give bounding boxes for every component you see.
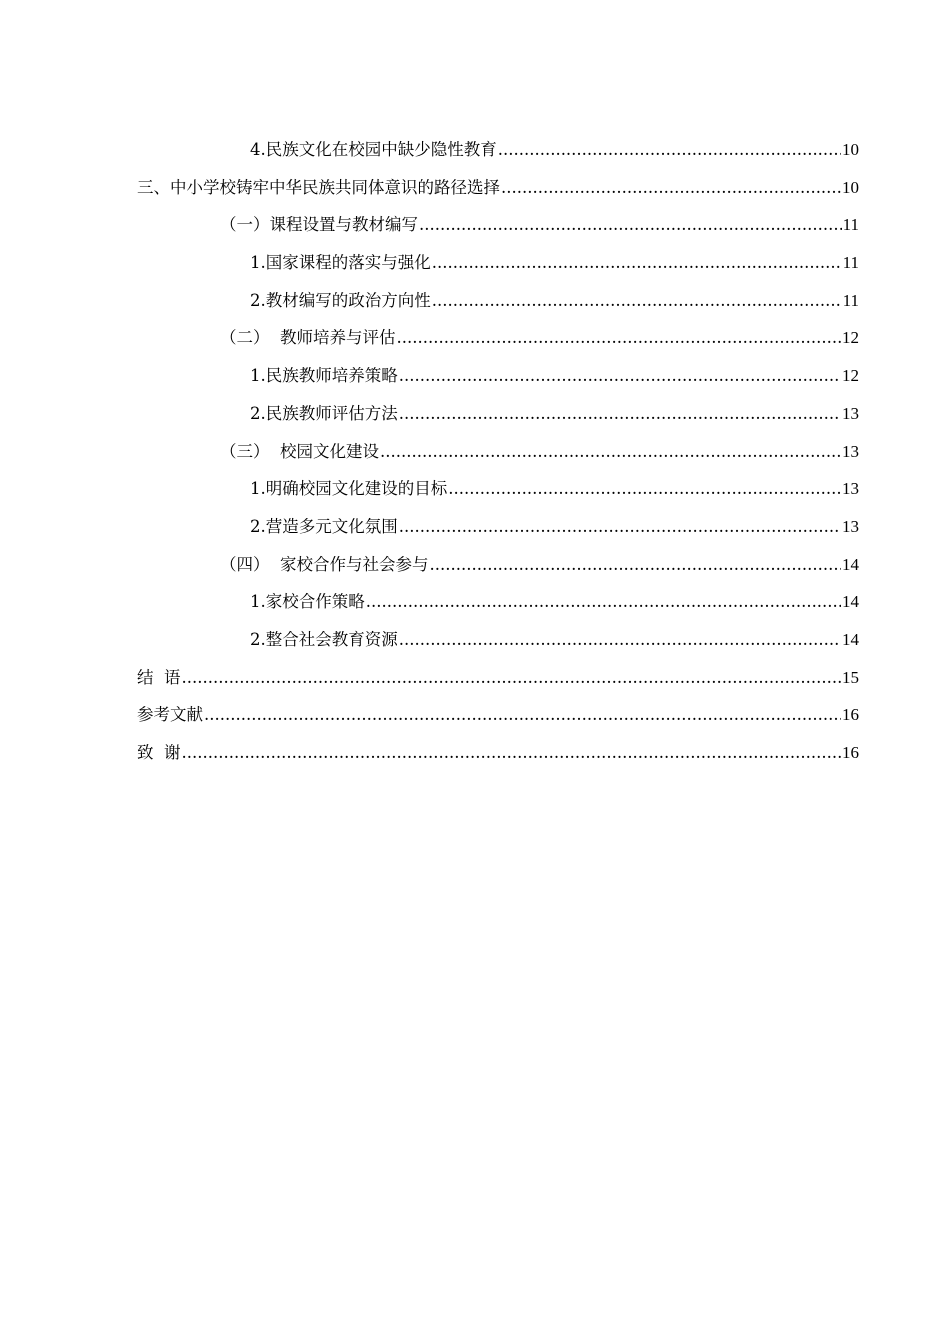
dot-leader <box>430 546 842 584</box>
toc-page-number: 10 <box>842 177 859 197</box>
toc-page-number: 10 <box>842 140 859 159</box>
dot-leader <box>399 508 841 546</box>
toc-entry-title: 2.民族教师评估方法 <box>250 403 398 423</box>
toc-entry-title: 三、中小学校铸牢中华民族共同体意识的路径选择 <box>137 177 500 197</box>
dot-leader <box>397 319 842 357</box>
toc-page-number: 16 <box>842 743 859 762</box>
dot-leader <box>366 583 841 621</box>
toc-entry[interactable] <box>137 319 859 357</box>
dot-leader <box>501 169 841 207</box>
toc-entry[interactable] <box>137 546 859 584</box>
toc-entry-title: 2.整合社会教育资源 <box>250 629 398 649</box>
toc-entry-title: 参考文献 <box>137 705 203 725</box>
toc-entry-title: 1.明确校园文化建设的目标 <box>250 479 448 499</box>
toc-entry-title: 结 语 <box>137 667 181 687</box>
dot-leader <box>432 244 842 282</box>
toc-entry-title: 4.民族文化在校园中缺少隐性教育 <box>250 140 497 159</box>
toc-entry[interactable] <box>137 395 859 433</box>
toc-entry-title: 1.家校合作策略 <box>250 592 365 612</box>
toc-page-number: 13 <box>842 403 859 423</box>
dot-leader <box>182 659 842 697</box>
toc-page-number: 15 <box>842 667 859 687</box>
toc-entry[interactable] <box>137 583 859 621</box>
dot-leader <box>399 395 841 433</box>
toc-entry[interactable] <box>137 282 859 320</box>
dot-leader <box>498 131 841 169</box>
toc-entry[interactable] <box>137 734 859 772</box>
dot-leader <box>204 696 841 734</box>
dot-leader <box>380 433 841 471</box>
toc-entry[interactable] <box>137 131 859 169</box>
toc-entry[interactable] <box>137 357 859 395</box>
dot-leader <box>448 470 841 508</box>
toc-entry-title: 致 谢 <box>137 743 181 762</box>
toc-entry-title: 1.国家课程的落实与强化 <box>250 253 431 273</box>
toc-page-number: 13 <box>842 441 859 461</box>
toc-entry-title: （一）课程设置与教材编写 <box>220 215 418 235</box>
toc-page-number: 12 <box>842 366 859 386</box>
toc-page-number: 11 <box>842 290 859 310</box>
toc-page-number: 13 <box>842 516 859 536</box>
toc-entry-title: 2.营造多元文化氛围 <box>250 516 398 536</box>
table-of-contents <box>137 131 859 772</box>
dot-leader <box>182 734 842 772</box>
dot-leader <box>432 282 842 320</box>
dot-leader <box>419 206 842 244</box>
toc-entry-title: （二） 教师培养与评估 <box>220 328 396 348</box>
toc-page-number: 14 <box>842 592 859 612</box>
toc-entry[interactable] <box>137 206 859 244</box>
dot-leader <box>399 621 841 659</box>
toc-page-number: 14 <box>842 629 859 649</box>
toc-page-number: 14 <box>842 554 859 574</box>
toc-entry[interactable] <box>137 621 859 659</box>
toc-entry[interactable] <box>137 244 859 282</box>
toc-entry-title: （四） 家校合作与社会参与 <box>220 554 429 574</box>
toc-entry-title: 1.民族教师培养策略 <box>250 366 398 386</box>
toc-entry-title: 2.教材编写的政治方向性 <box>250 290 431 310</box>
toc-page-number: 16 <box>842 705 859 725</box>
dot-leader <box>399 357 841 395</box>
toc-page-number: 12 <box>842 328 859 348</box>
toc-page-number: 13 <box>842 479 859 499</box>
toc-page-number: 11 <box>842 215 859 235</box>
toc-entry[interactable] <box>137 169 859 207</box>
toc-page-number: 11 <box>842 253 859 273</box>
toc-entry[interactable] <box>137 696 859 734</box>
toc-entry[interactable] <box>137 659 859 697</box>
toc-entry-title: （三） 校园文化建设 <box>220 441 379 461</box>
toc-entry[interactable] <box>137 433 859 471</box>
toc-entry[interactable] <box>137 470 859 508</box>
toc-entry[interactable] <box>137 508 859 546</box>
